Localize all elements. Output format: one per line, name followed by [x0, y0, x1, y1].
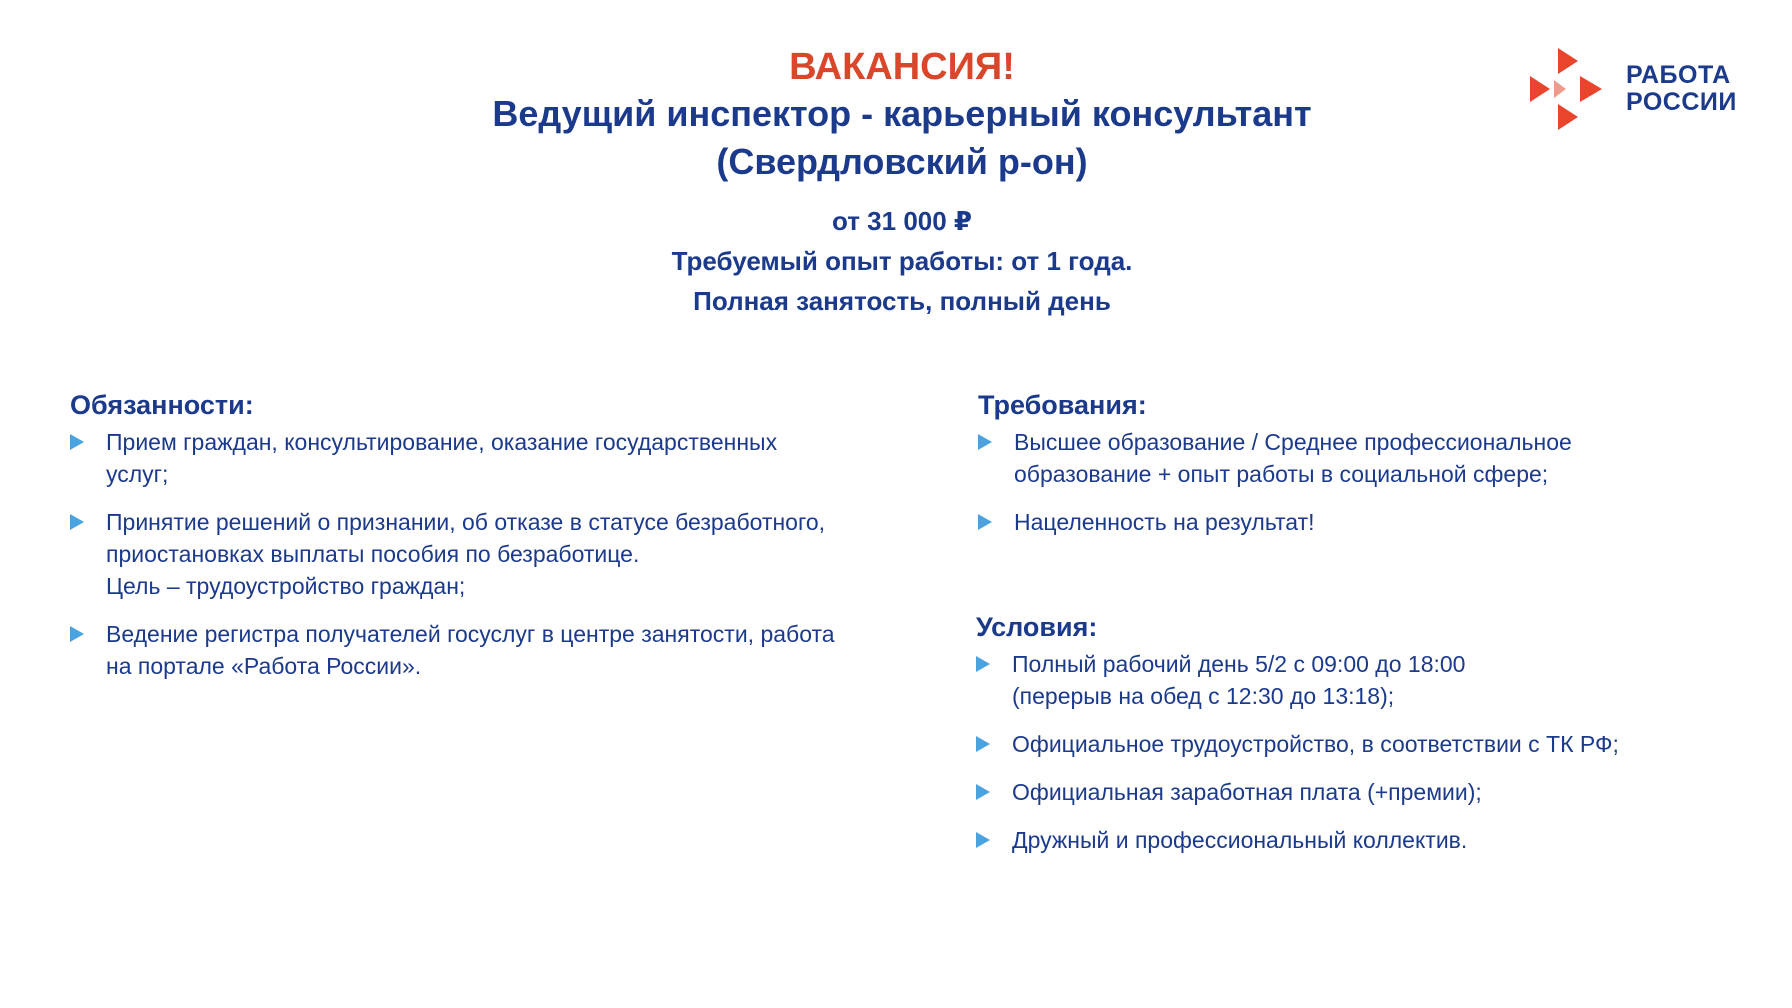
- list-item-text: Ведение регистра получателей госуслуг в центре занятости, работа на портале «Работа России».: [106, 621, 835, 679]
- list-item: [976, 648, 1756, 712]
- list-item-text: Дружный и профессиональный коллектив.: [1012, 827, 1468, 853]
- triangle-bullet-icon: [976, 784, 990, 800]
- conditions-list: [976, 648, 1756, 872]
- job-district: (Свердловский р-он): [716, 141, 1088, 182]
- list-item-text: Официальная заработная плата (+премии);: [1012, 779, 1482, 805]
- list-item: [976, 728, 1756, 760]
- employment-type: Полная занятость, полный день: [693, 286, 1111, 316]
- requirements-list: [978, 426, 1738, 554]
- duties-title: Обязанности:: [70, 390, 254, 420]
- triangle-bullet-icon: [976, 736, 990, 752]
- rabota-rossii-logo: [1530, 46, 1760, 136]
- salary: от 31 000 ₽: [831, 206, 973, 236]
- requirements-title: Требования:: [978, 390, 1147, 420]
- list-item-text: Прием граждан, консультирование, оказание государственных услуг;: [106, 429, 778, 487]
- list-item: [70, 426, 890, 490]
- triangle-bullet-icon: [978, 434, 992, 450]
- list-item: [978, 426, 1738, 490]
- list-item-text: Полный рабочий день 5/2 с 09:00 до 18:00 (перерыв на обед с 12:30 до 13:18);: [1012, 651, 1466, 709]
- triangle-bullet-icon: [976, 656, 990, 672]
- logo-arrows-icon: [1530, 46, 1622, 136]
- list-item-text: Нацеленность на результат!: [1014, 509, 1315, 535]
- list-item-text: Принятие решений о признании, об отказе в статусе безработного, приостановках выплаты пособия по безработице. Цель – трудоустройство граждан;: [106, 509, 826, 599]
- list-item: [976, 824, 1756, 856]
- conditions-title: Условия:: [976, 612, 1098, 642]
- duties-list: [70, 426, 890, 698]
- list-item-text: Высшее образование / Среднее профессиональное образование + опыт работы в социальной сфере;: [1014, 429, 1572, 487]
- list-item: [70, 506, 890, 602]
- triangle-bullet-icon: [978, 514, 992, 530]
- vacancy-heading: ВАКАНСИЯ!: [789, 46, 1015, 88]
- triangle-bullet-icon: [70, 514, 84, 530]
- logo-line1: РАБОТА: [1626, 61, 1731, 89]
- list-item-text: Официальное трудоустройство, в соответствии с ТК РФ;: [1012, 731, 1619, 757]
- triangle-bullet-icon: [976, 832, 990, 848]
- triangle-bullet-icon: [70, 626, 84, 642]
- triangle-bullet-icon: [70, 434, 84, 450]
- job-title: Ведущий инспектор - карьерный консультант: [492, 93, 1312, 134]
- logo-text: [1626, 62, 1737, 116]
- logo-line2: РОССИИ: [1626, 88, 1737, 116]
- list-item: [976, 776, 1756, 808]
- list-item: [978, 506, 1738, 538]
- list-item: [70, 618, 890, 682]
- experience: Требуемый опыт работы: от 1 года.: [671, 246, 1133, 276]
